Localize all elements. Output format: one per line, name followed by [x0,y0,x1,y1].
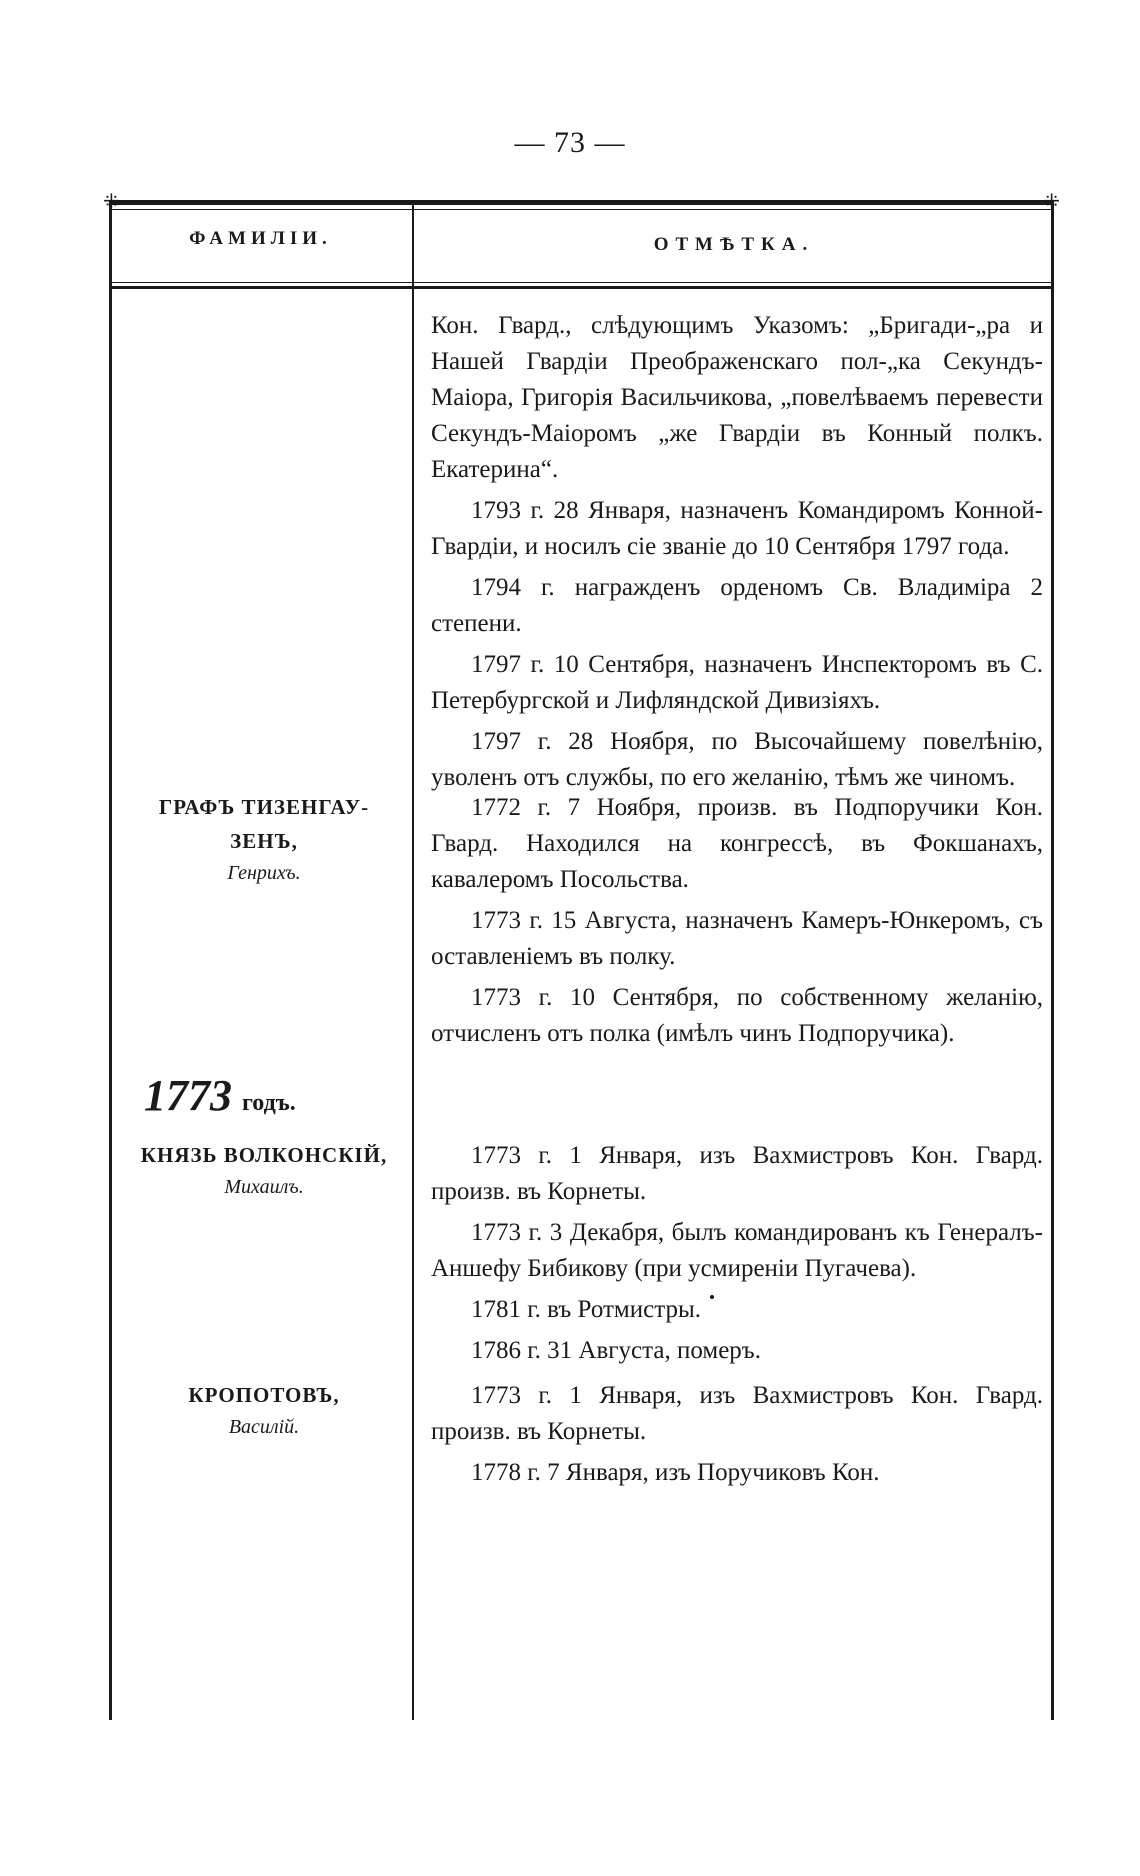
person-entries [431,790,1043,1057]
page-number: — 73 — [514,126,626,159]
left-border [109,200,112,1720]
entry-paragraph: 1773 г. 1 Января, изъ Вахмистровъ Кон. Гвард. произв. въ Корнеты. [431,1142,1043,1205]
person-entries [431,1378,1043,1496]
entry-paragraph: Кон. Гвард., слѣдующимъ Указомъ: „Бригади-„ра и Нашей Гвардіи Преображенскаго пол-„ка Секундъ-Маіора, Григорія Васильчикова, „повелѣваемъ перевести Секундъ-Маіоромъ „же Гвардіи въ Конный полкъ. Екатерина“. [431,312,1043,483]
corner-ornament-left: ⁜ [103,191,120,213]
year-heading [144,1070,414,1121]
entry-paragraph: 1797 г. 28 Ноября, по Высочайшему повелѣнію, уволенъ отъ службы, по его желанію, тѣмъ же чиномъ. [431,728,1043,791]
right-border [1051,200,1054,1720]
person-name-block [129,790,399,888]
year-word: годъ. [242,1090,296,1116]
entry-paragraph: 1794 г. награжденъ орденомъ Св. Владиміра 2 степени. [431,574,1043,637]
entry-paragraph: 1772 г. 7 Ноября, произв. въ Подпоручики Кон. Гвард. Находился на конгрессѣ, въ Фокшанахъ, кавалеромъ Посольства. [431,794,1043,893]
header-rule-thin [109,282,1054,283]
entry-paragraph: 1793 г. 28 Января, назначенъ Командиромъ Конной-Гвардіи, и носилъ сіе званіе до 10 Сентября 1797 года. [431,497,1043,560]
person-name-block [129,1138,399,1202]
register-table [103,191,1060,1720]
entry-paragraph: 1773 г. 10 Сентября, по собственному желанію, отчисленъ отъ полка (имѣлъ чинъ Подпоручика). [431,984,1043,1047]
entry-paragraph: 1773 г. 15 Августа, назначенъ Камеръ-Юнкеромъ, съ оставленіемъ въ полку. [431,907,1043,970]
entry-paragraph: 1773 г. 1 Января, изъ Вахмистровъ Кон. Гвард. произв. въ Корнеты. [431,1382,1043,1445]
entry-paragraph: 1778 г. 7 Января, изъ Поручиковъ Кон. [471,1459,880,1486]
header-rule-thick [109,286,1054,289]
person-surname: КНЯЗЬ ВОЛКОНСКІЙ, [140,1143,388,1167]
person-given-name: Михаилъ. [224,1176,304,1198]
entry-paragraph: 1786 г. 31 Августа, померъ. [471,1337,761,1364]
column-header-families: ФАМИЛІИ. [189,228,332,249]
year-number: 1773 [144,1071,232,1120]
entry-paragraph: 1797 г. 10 Сентября, назначенъ Инспекторомъ въ С. Петербургской и Лифляндской Дивизіяхъ. [431,651,1043,714]
column-divider [412,200,414,1720]
person-entries [431,1138,1043,1374]
continued-entry [431,308,1043,801]
person-surname: КРОПОТОВЪ, [188,1383,340,1407]
person-surname: ГРАФЪ ТИЗЕНГАУ-ЗЕНЪ, [158,795,370,853]
column-header-remark: ОТМѢТКА. [653,234,815,255]
person-given-name: Василій. [228,1416,300,1438]
entry-paragraph: 1781 г. въ Ротмистры. [471,1296,701,1323]
corner-ornament-right: ⁜ [1043,191,1060,213]
person-name-block [129,1378,399,1442]
person-given-name: Генрихъ. [227,862,301,884]
top-rule-thick [109,200,1054,205]
top-rule-thin [109,209,1054,210]
entry-paragraph: 1773 г. 3 Декабря, былъ командированъ къ Генералъ-Аншефу Бибикову (при усмиреніи Пугачева). [431,1219,1043,1282]
